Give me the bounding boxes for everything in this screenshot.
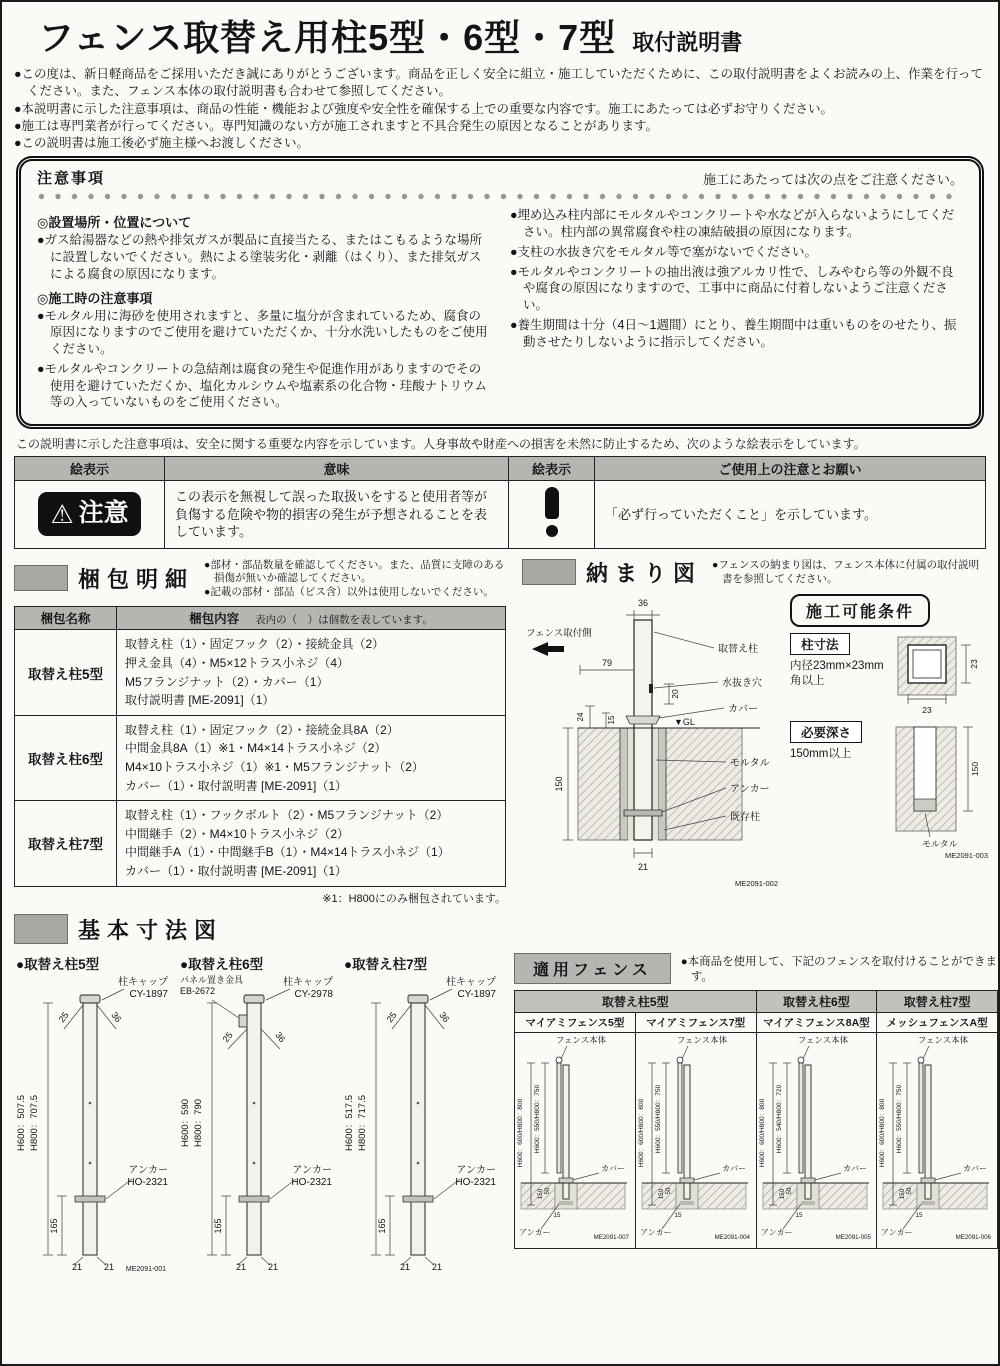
figure-code: ME2091-007 — [593, 1234, 629, 1242]
packing-section — [14, 549, 506, 906]
fence-body-label: フェンス本体 — [918, 1035, 969, 1046]
fence-group-header — [515, 991, 998, 1013]
dim-label: 21 — [268, 1261, 279, 1272]
figure-code: ME2091-003 — [945, 850, 988, 860]
layout-figure-note — [712, 557, 988, 586]
caution-item: ●モルタルやコンクリートの抽出液は強アルカリ性で、しみやむら等の外観不良や腐食の原因になりますので、工事中に商品に付着しないようご注意ください。 — [510, 264, 954, 312]
post-cap-shape — [244, 995, 264, 1003]
intro-item: ●施工は専門業者が行ってください。専門知識のない方が施工されますと不具合発生の原因となることがあります。 — [14, 118, 659, 133]
conditions-title: 施工可能条件 — [790, 594, 930, 627]
caution-box — [16, 156, 984, 429]
dim-label: 36 — [637, 597, 649, 608]
dim-label: 20 — [670, 688, 680, 699]
dim-label: 15 — [915, 1212, 923, 1220]
caution-heading: ◎施工時の注意事項 — [37, 290, 153, 306]
intro-item: ●本説明書に示した注意事項は、商品の性能・機能および強度や安全性を確保する上での重要な内容です。施工にあたっては必ずお守りください。 — [14, 101, 834, 116]
cover-shape — [680, 1178, 694, 1183]
post-cap-shape — [80, 995, 100, 1003]
cap-label: 柱キャップ — [283, 976, 333, 988]
anchor-shape — [239, 1196, 269, 1202]
base-dimensions-body — [14, 949, 998, 1278]
height-label: H600：600/H800：800 — [879, 1099, 887, 1168]
panel-bracket-label: パネル置き金具 — [180, 974, 244, 985]
section-marker — [14, 565, 68, 591]
post-type5-drawing — [14, 973, 174, 1273]
anchor-shape — [403, 1196, 433, 1202]
anchor-code: HO-2321 — [455, 1176, 496, 1188]
dim-label: 165 — [213, 1218, 223, 1234]
caution-item: ●養生期間は十分（4日〜1週間）にとり、養生期間中は重いものをのせたり、振動させたりしないように指示してください。 — [510, 317, 957, 349]
middle-section — [14, 549, 986, 906]
header — [14, 8, 986, 63]
dim-label: 23 — [969, 658, 979, 669]
figure-code: ME2091-006 — [955, 1234, 992, 1242]
packing-title: 梱包明細 — [78, 566, 195, 592]
packing-note: ●部材・部品数量を確認してください。また、品質に支障のある損傷が無いか確認してください。 — [204, 558, 505, 585]
fence-body-label: フェンス本体 — [676, 1035, 727, 1046]
packing-note: ●記載の部材・部品（ビス含）以外は使用しないでください。 — [204, 585, 494, 598]
height-label-h600: H600：517.5 — [344, 1094, 355, 1151]
dim-label: 50 — [544, 1188, 551, 1195]
dim-label: 15 — [607, 715, 616, 724]
cover-shape — [801, 1178, 815, 1183]
fence-diagram — [515, 1033, 633, 1243]
dim-label: 23 — [922, 704, 932, 715]
post-diagram-header: ●取替え柱7型 — [344, 956, 428, 972]
figure-code: ME2091-002 — [735, 878, 778, 888]
content-line: 中間継手（2）・M4×10トラス小ネジ（2） — [125, 826, 350, 841]
applicable-fence-header — [514, 953, 998, 985]
dim-label: 165 — [49, 1218, 59, 1234]
fence-diagram-cell — [756, 1033, 877, 1249]
anchor-shape — [559, 1201, 573, 1205]
post-shape — [83, 1003, 97, 1255]
fence-body-label: フェンス本体 — [555, 1035, 607, 1046]
post-dimension-value: 内径23mm×23mm角以上 — [790, 659, 884, 688]
caution-heading: ◎設置場所・位置について — [37, 215, 192, 231]
fence-table — [514, 990, 998, 1249]
fence-panel-shape — [799, 1063, 803, 1173]
height-label: H600：550/H800：750 — [654, 1085, 662, 1154]
content-line: 押え金具（4）・M5×12トラス小ネジ（4） — [125, 656, 350, 671]
mandatory-symbol-cell — [509, 481, 595, 549]
height-label: H600：600/H800：800 — [517, 1099, 524, 1168]
anchor-code: HO-2321 — [127, 1176, 168, 1188]
column-header: 取替え柱6型 — [756, 991, 877, 1013]
dim-label: 24 — [576, 712, 585, 721]
post-shape — [247, 1003, 261, 1255]
packing-table-header — [15, 607, 506, 630]
anchor-label: アンカー — [760, 1228, 793, 1238]
table-row — [15, 630, 506, 715]
fence-diagram — [636, 1033, 754, 1243]
dim-label: 21 — [236, 1261, 247, 1272]
section-marker — [14, 914, 68, 944]
packing-table — [14, 606, 506, 886]
caution-subtitle: 施工にあたっては次の点をご注意ください。 — [702, 172, 963, 188]
caution-right-column — [510, 207, 963, 414]
replacement-post-label: 取替え柱 — [718, 643, 758, 655]
applicable-fence-section — [514, 949, 998, 1278]
page-subtitle: 取付説明書 — [632, 30, 743, 55]
post-cap-shape — [408, 995, 428, 1003]
fence-name: マイアミフェンス7型 — [635, 1013, 756, 1033]
column-header: 絵表示 — [15, 457, 165, 481]
depth-block — [790, 721, 988, 851]
fence-diagram-cell — [635, 1033, 756, 1249]
layout-figure-body — [522, 590, 988, 890]
dim-label: 150 — [778, 1189, 786, 1200]
depth-value: 150mm以上 — [790, 747, 852, 760]
column-header: 意味 — [165, 457, 509, 481]
packing-header — [14, 557, 506, 600]
package-name: 取替え柱6型 — [15, 715, 117, 800]
figure-code: ME2091-001 — [125, 1265, 166, 1273]
anchor-shape — [801, 1201, 815, 1205]
anchor-label: アンカー — [730, 783, 770, 795]
height-label: H600：550/H800：750 — [534, 1085, 541, 1154]
intro-item: ●この説明書は施工後必ず施主様へお渡しください。 — [14, 136, 310, 150]
replacement-post-shape — [634, 620, 652, 840]
post-diagram-header: ●取替え柱5型 — [16, 956, 100, 972]
dim-label: 50 — [785, 1188, 793, 1195]
anchor-shape — [921, 1201, 935, 1205]
dim-label: 150 — [899, 1189, 907, 1200]
dim-label: 15 — [795, 1212, 802, 1220]
ground-level-label: ▼GL — [674, 716, 695, 727]
mortar-label: モルタル — [730, 757, 770, 769]
caution-warning-badge — [38, 492, 140, 536]
fence-name: マイアミフェンス5型 — [515, 1013, 636, 1033]
layout-note: ●フェンスの納まり図は、フェンス本体に付属の取付説明書を参照してください。 — [712, 559, 980, 586]
column-header: ご使用上の注意とお願い — [595, 457, 986, 481]
fence-side-arrow-icon — [532, 642, 548, 656]
post-type7-drawing — [342, 973, 502, 1273]
panel-bracket-shape — [239, 1015, 247, 1027]
cap-code: CY-1897 — [129, 988, 168, 1000]
height-label: H600：550/H800：750 — [896, 1085, 904, 1154]
column-header-label: 梱包内容 — [189, 612, 240, 627]
dim-label: 21 — [72, 1261, 83, 1272]
column-header: 取替え柱7型 — [877, 991, 998, 1013]
content-line: M5フランジナット（2）・カバー（1） — [125, 674, 329, 689]
fence-panel-shape — [678, 1063, 682, 1173]
dim-label: 150 — [970, 761, 980, 776]
post-shape — [411, 1003, 425, 1255]
fence-panel-shape — [557, 1063, 561, 1173]
package-contents — [117, 715, 506, 800]
caution-symbol-cell — [15, 481, 165, 549]
warning-triangle-icon: ⚠ — [50, 499, 74, 530]
height-label-h800: H800：707.5 — [29, 1094, 40, 1151]
base-dimensions-section — [14, 914, 998, 1278]
column-header — [117, 607, 506, 630]
cover-label: カバー — [728, 703, 758, 715]
caution-header — [37, 167, 963, 188]
post-dimension-block — [790, 633, 988, 715]
layout-figure-title: 納まり図 — [586, 560, 703, 586]
fence-panel-shape — [919, 1063, 923, 1173]
dim-label: 21 — [637, 861, 649, 872]
cap-label: 柱キャップ — [118, 976, 168, 988]
cap-code: CY-1897 — [457, 988, 496, 1000]
symbol-table-header — [15, 457, 986, 481]
dim-label: 15 — [674, 1212, 682, 1220]
post-diagram-type5 — [14, 949, 178, 1278]
anchor-shape — [680, 1201, 694, 1205]
table-row — [15, 715, 506, 800]
anchor-label: アンカー — [881, 1228, 913, 1238]
content-line: 取替え柱（1）・固定フック（2）・接続金具8A（2） — [125, 722, 399, 737]
anchor-label: アンカー — [292, 1164, 332, 1176]
dim-label: 15 — [553, 1212, 561, 1220]
cover-label: カバー — [842, 1164, 867, 1174]
drain-hole-shape — [649, 684, 653, 693]
caution-item: ●埋め込み柱内部にモルタルやコンクリートや水などが入らないようにしてください。柱内部の異常腐食や柱の凍結破損の原因になります。 — [510, 208, 955, 239]
anchor-shape — [75, 1196, 105, 1202]
package-name: 取替え柱7型 — [15, 801, 117, 886]
cover-label: カバー — [601, 1164, 625, 1174]
height-label: H600：600/H800：800 — [758, 1099, 766, 1168]
dim-label: 36 — [273, 1029, 288, 1044]
dim-label: 79 — [601, 657, 613, 668]
fence-side-label: フェンス取付側 — [526, 627, 592, 639]
dim-label: 36 — [437, 1009, 452, 1024]
cover-shape — [559, 1178, 573, 1183]
depth-text — [790, 721, 890, 851]
dim-label: 150 — [657, 1189, 665, 1200]
dots-divider — [37, 192, 963, 201]
anchor-label: アンカー — [519, 1228, 551, 1238]
symbol-table-row — [15, 481, 986, 549]
content-line: 取替え柱（1）・固定フック（2）・接続金具（2） — [125, 637, 385, 652]
content-line: カバー（1）・取付説明書 [ME-2091]（1） — [125, 778, 348, 793]
cap-code: CY-2978 — [294, 988, 333, 1000]
fence-name: マイアミフェンス8A型 — [756, 1013, 877, 1033]
figure-code: ME2091-004 — [714, 1234, 750, 1242]
package-contents — [117, 801, 506, 886]
height-label-h600: H600：590 — [180, 1098, 191, 1147]
anchor-code: HO-2321 — [291, 1176, 332, 1188]
post-diagrams — [14, 949, 506, 1278]
caution-item: ●支柱の水抜き穴をモルタル等で塞がないでください。 — [510, 244, 818, 259]
pictogram-notice: この説明書に示した注意事項は、安全に関する重要な内容を示しています。人身事故や財産への損害を未然に防止するため、次のような絵表示をしています。 — [16, 437, 866, 451]
page-title: フェンス取替え用柱5型・6型・7型 — [38, 17, 617, 58]
dim-label: 165 — [377, 1218, 387, 1234]
dim-label: 150 — [537, 1189, 544, 1200]
post-dimension-text — [790, 633, 890, 715]
content-line: M4×10トラス小ネジ（1）※1・M5フランジナット（2） — [125, 760, 424, 775]
package-name: 取替え柱5型 — [15, 630, 117, 715]
content-line: 中間金具8A（1）※1・M4×14トラス小ネジ（2） — [125, 741, 387, 756]
caution-item: ●ガス給湯器などの熱や排気ガスが製品に直接当たる、またはこもるような場所に設置しないでください。熱による塗装劣化・剥離（はくり）、また排気ガスによる腐食の原因になります。 — [37, 233, 483, 281]
packing-footnote: ※1：H800にのみ梱包されています。 — [322, 892, 506, 905]
dim-label: 21 — [104, 1261, 115, 1272]
post-diagram-header: ●取替え柱6型 — [180, 956, 264, 972]
base-dimensions-title: 基本寸法図 — [78, 917, 224, 943]
anchor-label: アンカー — [456, 1164, 496, 1176]
caution-item: ●モルタルやコンクリートの急結剤は腐食の発生や促進作用がありますのでその使用を避けていただくか、塩化カルシウムや塩素系の化合物・珪酸ナトリウム等の入っていないものをご使用ください。 — [37, 361, 487, 410]
fence-name-header — [515, 1013, 998, 1033]
caution-symbol-meaning: この表示を無視して誤った取扱いをすると使用者等が負傷する危険や物的損害の発生が予想されることを表しています。 — [165, 481, 509, 549]
column-header: 梱包名称 — [15, 607, 117, 630]
section-marker — [522, 559, 576, 585]
package-contents — [117, 630, 506, 715]
depth-label: 必要深さ — [790, 721, 862, 743]
cover-shape — [921, 1178, 935, 1183]
fence-diagram — [877, 1033, 995, 1243]
packing-notes — [204, 557, 506, 600]
applicable-fence-note: ●本商品を使用して、下記のフェンスを取付けることができます。 — [680, 955, 998, 983]
dim-label: 50 — [664, 1188, 672, 1195]
dim-label: 36 — [109, 1009, 124, 1024]
panel-bracket-code: EB-2672 — [180, 985, 216, 996]
content-line: 中間継手A（1）・中間継手B（1）・M4×14トラス小ネジ（1） — [125, 845, 450, 860]
column-header-note: 表内の（ ）は個数を表しています。 — [255, 614, 433, 627]
post-diagram-type7 — [342, 949, 506, 1278]
cover-label: カバー — [963, 1164, 988, 1174]
table-row — [15, 801, 506, 886]
caution-item: ●モルタル用に海砂を使用されますと、多量に塩分が含まれているため、腐食の原因になりますのでご使用を避けていただくか、十分水洗いしたものをご使用ください。 — [37, 308, 488, 356]
dim-label: 25 — [56, 1009, 71, 1024]
mortar-label: モルタル — [922, 838, 958, 849]
fence-side-arrow-tail — [548, 646, 564, 652]
caution-left-column — [37, 207, 490, 414]
layout-figure-section — [522, 549, 988, 906]
content-line: カバー（1）・取付説明書 [ME-2091]（1） — [125, 864, 348, 878]
cover-shape — [626, 716, 660, 724]
fence-diagram — [757, 1033, 875, 1243]
height-label-h600: H600：507.5 — [16, 1094, 27, 1151]
cap-label: 柱キャップ — [446, 976, 496, 988]
cover-label: カバー — [721, 1164, 746, 1174]
dim-label: 150 — [554, 776, 564, 792]
applicable-fence-title: 適用フェンス — [514, 953, 671, 984]
dim-label: 21 — [432, 1261, 443, 1272]
installation-cross-section-diagram — [522, 590, 784, 890]
anchor-shape — [624, 810, 662, 816]
caution-columns — [37, 207, 963, 414]
intro-notes — [14, 66, 986, 152]
post-diagram-type6 — [178, 949, 342, 1278]
fence-name: メッシュフェンスA型 — [877, 1013, 998, 1033]
caution-title: 注意事項 — [37, 170, 106, 188]
height-label-h800: H800：717.5 — [357, 1094, 368, 1151]
drain-hole-label: 水抜き穴 — [722, 677, 762, 689]
column-header: 取替え柱5型 — [515, 991, 757, 1013]
anchor-label: アンカー — [639, 1228, 672, 1238]
caution-badge-label: 注意 — [78, 499, 129, 528]
post-type6-drawing — [178, 973, 338, 1273]
required-depth-diagram — [894, 721, 986, 851]
post-cross-section-diagram — [894, 633, 986, 715]
construction-conditions — [790, 590, 988, 890]
mandatory-symbol-meaning: 「必ず行っていただくこと」を示しています。 — [595, 481, 986, 549]
height-label: H600：600/H800：800 — [637, 1099, 645, 1168]
dim-label: 21 — [400, 1261, 411, 1272]
fence-diagram-row — [515, 1033, 998, 1249]
height-label: H600：540/H800：720 — [775, 1085, 783, 1154]
base-dimensions-header — [14, 914, 986, 945]
content-line: 取付説明書 [ME-2091]（1） — [125, 693, 275, 708]
symbol-table — [14, 456, 986, 549]
figure-code: ME2091-005 — [835, 1234, 871, 1242]
dim-label: 25 — [220, 1029, 235, 1044]
existing-post-label: 既存柱 — [730, 811, 760, 823]
intro-item: ●この度は、新日軽商品をご採用いただき誠にありがとうございます。商品を正しく安全に組立・施工していただくために、この取付説明書をよくお読みの上、作業を行ってください。また、フェンス本体の取付説明書も合わせて参照してください。 — [14, 67, 984, 99]
content-line: 取替え柱（1）・フックボルト（2）・M5フランジナット（2） — [125, 808, 449, 823]
fence-body-label: フェンス本体 — [797, 1035, 848, 1046]
dim-label: 50 — [906, 1188, 914, 1195]
anchor-label: アンカー — [128, 1164, 168, 1176]
mandatory-exclamation-icon — [535, 486, 569, 538]
fence-diagram-cell — [877, 1033, 998, 1249]
column-header: 絵表示 — [509, 457, 595, 481]
post-dimension-label: 柱寸法 — [790, 633, 850, 655]
height-label-h800: H800：790 — [193, 1098, 204, 1147]
dim-label: 25 — [384, 1009, 399, 1024]
layout-figure-header — [522, 557, 988, 588]
fence-diagram-cell — [515, 1033, 636, 1249]
